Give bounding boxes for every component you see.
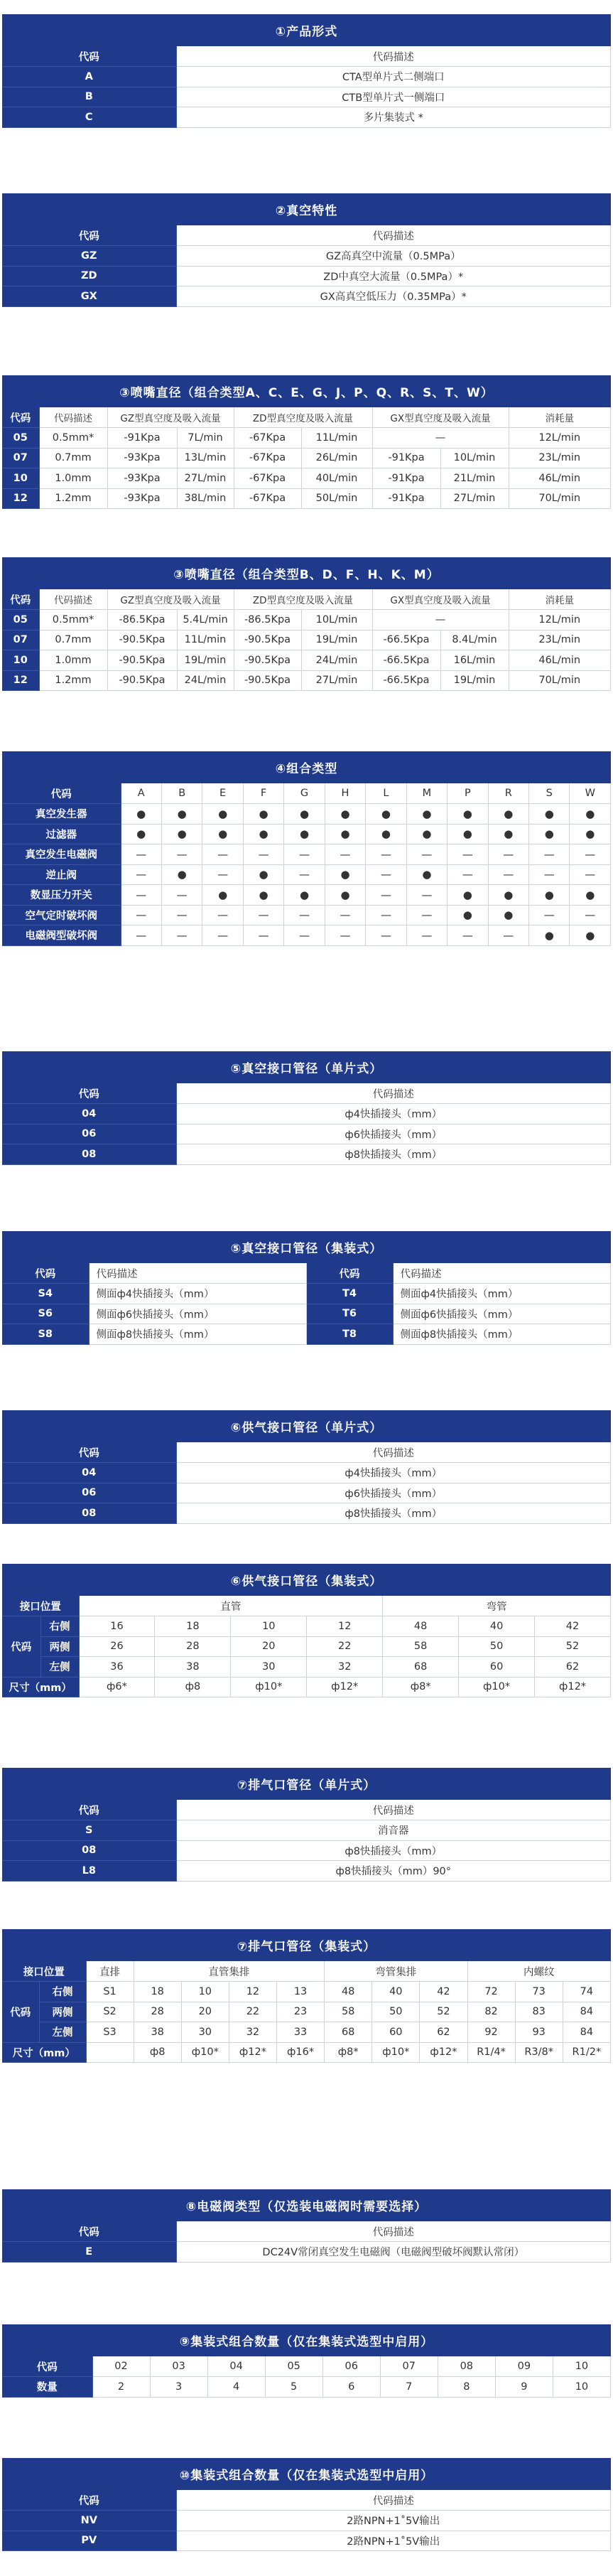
table-cell: —	[366, 905, 406, 925]
header-code: 代码	[2, 225, 176, 246]
table-cell: —	[121, 844, 161, 865]
table-cell: ●	[202, 824, 243, 844]
table-row	[2, 844, 611, 865]
table-cell: ●	[284, 885, 325, 906]
nozzle-table-b: 代码 代码描述 GZ型真空度及吸入流量 ZD型真空度及吸入流量 GX型真空度及吸入流量 消耗量 05 0.5mm* -86.5Kpa 5.4L/min -86.5Kpa 10L/min — 12L/min 07 0.7mm -90.5Kpa 11L/min -90.5Kpa 19L/min -66.5Kpa 8.4L/min 23L/min 10 1.0mm -90.5Kpa 19L/min -90.5Kpa 24L/min -66.5Kpa 16L/min 46L/min 12 1.2mm -90.5Kpa 24L/min -90.5Kpa 27L/min -66.5Kpa 19L/min 70L/min	[2, 589, 611, 691]
section-title: ⑤真空接口管径（集装式）	[2, 1231, 611, 1263]
table-cell: ●	[325, 885, 365, 906]
section-nozzle-diameter-a	[2, 375, 611, 509]
table-cell: —	[570, 864, 611, 885]
table-row: A CTA型单片式二侧端口	[2, 67, 611, 87]
section-vacuum-port-single	[2, 1051, 611, 1165]
row-label: 空气定时破坏阀	[2, 905, 121, 925]
combination-table	[2, 783, 611, 946]
row-label: 数显压力开关	[2, 885, 121, 906]
table-cell: —	[488, 864, 528, 885]
table-cell: ●	[488, 885, 528, 906]
table-row: GX GX高真空低压力（0.35MPa）*	[2, 286, 611, 307]
table-row	[2, 824, 611, 844]
table-cell: ●	[243, 824, 283, 844]
table-row: 05 0.5mm* -91Kpa 7L/min -67Kpa 11L/min — 12L/min	[2, 428, 611, 449]
table-row: ZD ZD中真空大流量（0.5MPa）*	[2, 266, 611, 286]
table-cell: ●	[161, 824, 202, 844]
table-cell: ●	[488, 824, 528, 844]
solenoid-type-table: 代码 代码描述 E DC24V常闭真空发生电磁阀（电磁阀型破坏阀默认常闭）	[2, 2221, 611, 2263]
table-row: GZ GZ高真空中流量（0.5MPa）	[2, 246, 611, 267]
table-row: 12 1.2mm -93Kpa 38L/min -67Kpa 50L/min -91Kpa 27L/min 70L/min	[2, 488, 611, 509]
table-row: 07 0.7mm -93Kpa 13L/min -67Kpa 26L/min -91Kpa 10L/min 23L/min	[2, 448, 611, 468]
table-cell: ●	[488, 905, 528, 925]
table-cell: —	[366, 885, 406, 906]
table-cell: ●	[243, 804, 283, 825]
table-cell: ●	[529, 925, 570, 946]
table-row: 04 ф4快插接头（mm）	[2, 1463, 611, 1483]
vacuum-port-manifold-table: 代码 代码描述 代码 代码描述 S4 侧面ф4快插接头（mm） T4 侧面ф4快插接头（mm） S6 侧面ф6快插接头（mm） T6 侧面ф6快插接头（mm） S8 侧面ф8快插接头（mm） T8 侧面ф8快插接头（mm）	[2, 1263, 611, 1345]
table-cell: —	[121, 864, 161, 885]
section-product-form	[2, 14, 611, 128]
table-cell: —	[488, 844, 528, 865]
row-label: 过滤器	[2, 824, 121, 844]
table-cell: ●	[325, 824, 365, 844]
exhaust-port-manifold-table: 接口位置 直排 直管集排 弯管集排 内螺纹 代码 右侧 S1 18 10 12 13 48 40 42 72 73 74 两侧 S2 28 20 22 23 58 50 52 82 83 84 左侧 S3 38 30 32 33 68 60 62 92 93 84 尺寸（mm） ф8 ф10* ф12* ф16* ф8* ф10* ф12* R1/4* R3/8* R1/2*	[2, 1961, 611, 2063]
column-header: B	[161, 783, 202, 804]
table-cell: —	[202, 905, 243, 925]
table-cell: —	[243, 905, 283, 925]
section-title: ⑥供气接口管径（集装式）	[2, 1564, 611, 1596]
section-title: ①产品形式	[2, 14, 611, 46]
table-row: 08 ф8快插接头（mm）	[2, 1144, 611, 1165]
supply-port-single-table: 代码 代码描述 04 ф4快插接头（mm） 06 ф6快插接头（mm） 08 ф8快插接头（mm）	[2, 1442, 611, 1524]
section-title: ⑩集装式组合数量（仅在集装式选型中启用）	[2, 2458, 611, 2490]
column-header: W	[570, 783, 611, 804]
table-row: S8 侧面ф8快插接头（mm） T8 侧面ф8快插接头（mm）	[2, 1324, 611, 1345]
header-desc: 代码描述	[176, 225, 611, 246]
table-cell: ●	[570, 824, 611, 844]
table-cell: ●	[488, 804, 528, 825]
table-row: 07 0.7mm -90.5Kpa 11L/min -90.5Kpa 19L/min -66.5Kpa 8.4L/min 23L/min	[2, 630, 611, 650]
column-header: R	[488, 783, 528, 804]
row-label: 电磁阀型破坏阀	[2, 925, 121, 946]
table-cell: ●	[529, 885, 570, 906]
table-cell: —	[366, 844, 406, 865]
section-vacuum-characteristics	[2, 193, 611, 307]
table-cell: —	[243, 844, 283, 865]
section-title: ⑨集装式组合数量（仅在集装式选型中启用）	[2, 2324, 611, 2356]
table-cell: —	[284, 905, 325, 925]
table-cell: ●	[406, 864, 447, 885]
table-row: 08 ф8快插接头（mm）	[2, 1503, 611, 1524]
table-cell: ●	[447, 905, 488, 925]
table-cell: —	[284, 864, 325, 885]
column-header: E	[202, 783, 243, 804]
table-cell: ●	[161, 864, 202, 885]
table-cell: —	[202, 925, 243, 946]
table-row: PV 2路NPN+1˚5V输出	[2, 2531, 611, 2551]
table-row: 12 1.2mm -90.5Kpa 24L/min -90.5Kpa 27L/min -66.5Kpa 19L/min 70L/min	[2, 670, 611, 691]
section-title: ③喷嘴直径（组合类型A、C、E、G、J、P、Q、R、S、T、W）	[2, 375, 611, 407]
table-row: 尺寸（mm） ф6* ф8 ф10* ф12* ф8* ф10* ф12*	[2, 1677, 611, 1697]
header-code: 代码	[2, 783, 121, 804]
table-row: E DC24V常闭真空发生电磁阀（电磁阀型破坏阀默认常闭）	[2, 2242, 611, 2263]
table-cell: ●	[121, 804, 161, 825]
table-row: S6 侧面ф6快插接头（mm） T6 侧面ф6快插接头（mm）	[2, 1304, 611, 1324]
table-row: 两侧 26 28 20 22 58 50 52	[2, 1636, 611, 1657]
table-cell: ●	[447, 804, 488, 825]
table-cell: ●	[366, 824, 406, 844]
table-row: 代码 右侧 16 18 10 12 48 40 42	[2, 1616, 611, 1637]
table-cell: —	[570, 905, 611, 925]
table-cell: —	[325, 844, 365, 865]
manifold-quantity-table	[2, 2356, 611, 2398]
table-cell: ●	[284, 804, 325, 825]
table-cell: —	[121, 925, 161, 946]
section-solenoid-type	[2, 2189, 611, 2263]
table-row	[2, 804, 611, 825]
section-manifold-quantity	[2, 2324, 611, 2398]
table-cell: —	[570, 844, 611, 865]
column-header: P	[447, 783, 488, 804]
table-cell: ●	[570, 885, 611, 906]
table-cell: ●	[570, 925, 611, 946]
section-title: ⑤真空接口管径（单片式）	[2, 1051, 611, 1083]
table-cell: —	[325, 905, 365, 925]
table-cell: ●	[529, 824, 570, 844]
table-cell: —	[202, 864, 243, 885]
section-output-type	[2, 2458, 611, 2551]
table-cell: ●	[243, 864, 283, 885]
table-row: B CTB型单片式一侧端口	[2, 87, 611, 107]
section-exhaust-port-manifold	[2, 1929, 611, 2063]
table-row	[2, 864, 611, 885]
table-cell: ●	[529, 804, 570, 825]
table-cell: —	[161, 925, 202, 946]
table-cell: ●	[325, 864, 365, 885]
nozzle-table-a: 代码 代码描述 GZ型真空度及吸入流量 ZD型真空度及吸入流量 GX型真空度及吸入流量 消耗量 05 0.5mm* -91Kpa 7L/min -67Kpa 11L/min — 12L/min 07 0.7mm -93Kpa 13L/min -67Kpa 26L/min -91Kpa 10L/min 23L/min 10 1.0mm -93Kpa 27L/min -67Kpa 40L/min -91Kpa 21L/min 46L/min 12 1.2mm -93Kpa 38L/min -67Kpa 50L/min -91Kpa 27L/min 70L/min	[2, 407, 611, 509]
table-cell: —	[406, 844, 447, 865]
table-row: 左侧 S3 38 30 32 33 68 60 62 92 93 84	[2, 2022, 611, 2043]
table-cell: —	[243, 925, 283, 946]
table-row: 10 1.0mm -93Kpa 27L/min -67Kpa 40L/min -91Kpa 21L/min 46L/min	[2, 468, 611, 489]
table-cell: —	[202, 844, 243, 865]
table-row: 06 ф6快插接头（mm）	[2, 1124, 611, 1144]
table-row: 10 1.0mm -90.5Kpa 19L/min -90.5Kpa 24L/min -66.5Kpa 16L/min 46L/min	[2, 650, 611, 671]
table-cell: —	[161, 844, 202, 865]
table-cell: —	[284, 844, 325, 865]
table-cell: ●	[447, 885, 488, 906]
table-cell: ●	[284, 824, 325, 844]
table-row: 两侧 S2 28 20 22 23 58 50 52 82 83 84	[2, 2002, 611, 2022]
row-label: 真空发生器	[2, 804, 121, 825]
column-header: M	[406, 783, 447, 804]
table-cell: —	[447, 844, 488, 865]
table-row: 06 ф6快插接头（mm）	[2, 1483, 611, 1503]
product-form-table	[2, 46, 611, 128]
table-row: 04 ф4快插接头（mm）	[2, 1104, 611, 1125]
vacuum-port-single-table: 代码 代码描述 04 ф4快插接头（mm） 06 ф6快插接头（mm） 08 ф8快插接头（mm）	[2, 1083, 611, 1165]
table-row: C 多片集装式 *	[2, 107, 611, 128]
table-cell: ●	[243, 885, 283, 906]
table-cell: ●	[366, 804, 406, 825]
table-row: 05 0.5mm* -86.5Kpa 5.4L/min -86.5Kpa 10L/min — 12L/min	[2, 610, 611, 630]
table-cell: —	[529, 844, 570, 865]
table-row	[2, 905, 611, 925]
section-nozzle-diameter-b	[2, 557, 611, 691]
table-row: 08 ф8快插接头（mm）	[2, 1840, 611, 1861]
table-cell: —	[161, 905, 202, 925]
column-header: G	[284, 783, 325, 804]
section-combination-type	[2, 751, 611, 946]
table-cell: ●	[202, 885, 243, 906]
table-cell: —	[406, 885, 447, 906]
table-cell: ●	[570, 804, 611, 825]
table-cell: —	[406, 905, 447, 925]
table-row: S 消音器	[2, 1820, 611, 1841]
table-cell: ●	[406, 824, 447, 844]
section-title: ②真空特性	[2, 193, 611, 225]
section-title: ⑥供气接口管径（单片式）	[2, 1410, 611, 1442]
supply-port-manifold-table: 接口位置 直管 弯管 代码 右侧 16 18 10 12 48 40 42 两侧 26 28 20 22 58 50 52 左侧 36 38 30 32 68 60 62 尺寸（mm） ф6* ф8 ф10* ф12* ф8* ф10* ф12*	[2, 1596, 611, 1697]
section-title: ⑧电磁阀类型（仅选装电磁阀时需要选择）	[2, 2189, 611, 2221]
column-header: A	[121, 783, 161, 804]
table-row: 代码 02 03 04 05 06 07 08 09 10	[2, 2356, 611, 2377]
table-cell: ●	[161, 804, 202, 825]
table-cell: —	[447, 864, 488, 885]
section-exhaust-port-single	[2, 1768, 611, 1882]
table-row: 数量 2 3 4 5 6 7 8 9 10	[2, 2377, 611, 2398]
table-cell: ●	[447, 824, 488, 844]
section-supply-port-manifold	[2, 1564, 611, 1697]
section-supply-port-single	[2, 1410, 611, 1524]
table-row: 代码 右侧 S1 18 10 12 13 48 40 42 72 73 74	[2, 1982, 611, 2002]
header-code: 代码	[2, 46, 176, 67]
header-desc: 代码描述	[176, 46, 611, 67]
table-cell: ●	[202, 804, 243, 825]
table-cell: —	[121, 905, 161, 925]
table-cell: —	[366, 925, 406, 946]
section-title: ⑦排气口管径（集装式）	[2, 1929, 611, 1961]
table-cell: ●	[325, 804, 365, 825]
table-cell: —	[529, 905, 570, 925]
section-title: ⑦排气口管径（单片式）	[2, 1768, 611, 1800]
column-header: H	[325, 783, 365, 804]
table-cell: —	[406, 925, 447, 946]
table-row	[2, 925, 611, 946]
table-row: L8 ф8快插接头（mm）90°	[2, 1861, 611, 1882]
table-cell: —	[447, 925, 488, 946]
table-cell: ●	[121, 824, 161, 844]
table-row	[2, 885, 611, 906]
row-label: 逆止阀	[2, 864, 121, 885]
table-row: NV 2路NPN+1˚5V输出	[2, 2511, 611, 2531]
table-cell: —	[325, 925, 365, 946]
table-cell: —	[284, 925, 325, 946]
table-cell: ●	[406, 804, 447, 825]
row-label: 真空发生电磁阀	[2, 844, 121, 865]
section-vacuum-port-manifold	[2, 1231, 611, 1345]
section-title: ④组合类型	[2, 751, 611, 783]
table-row: 左侧 36 38 30 32 68 60 62	[2, 1657, 611, 1678]
column-header: S	[529, 783, 570, 804]
table-cell: —	[121, 885, 161, 906]
table-cell: —	[488, 925, 528, 946]
table-cell: —	[161, 885, 202, 906]
vacuum-characteristics-table	[2, 225, 611, 307]
section-title: ③喷嘴直径（组合类型B、D、F、H、K、M）	[2, 557, 611, 589]
output-type-table: 代码 代码描述 NV 2路NPN+1˚5V输出 PV 2路NPN+1˚5V输出	[2, 2490, 611, 2551]
table-cell: —	[366, 864, 406, 885]
table-cell: —	[529, 864, 570, 885]
column-header: L	[366, 783, 406, 804]
table-row: 尺寸（mm） ф8 ф10* ф12* ф16* ф8* ф10* ф12* R1/4* R3/8* R1/2*	[2, 2042, 611, 2063]
exhaust-port-single-table: 代码 代码描述 S 消音器 08 ф8快插接头（mm） L8 ф8快插接头（mm）90°	[2, 1800, 611, 1882]
column-header: F	[243, 783, 283, 804]
table-row: S4 侧面ф4快插接头（mm） T4 侧面ф4快插接头（mm）	[2, 1284, 611, 1304]
